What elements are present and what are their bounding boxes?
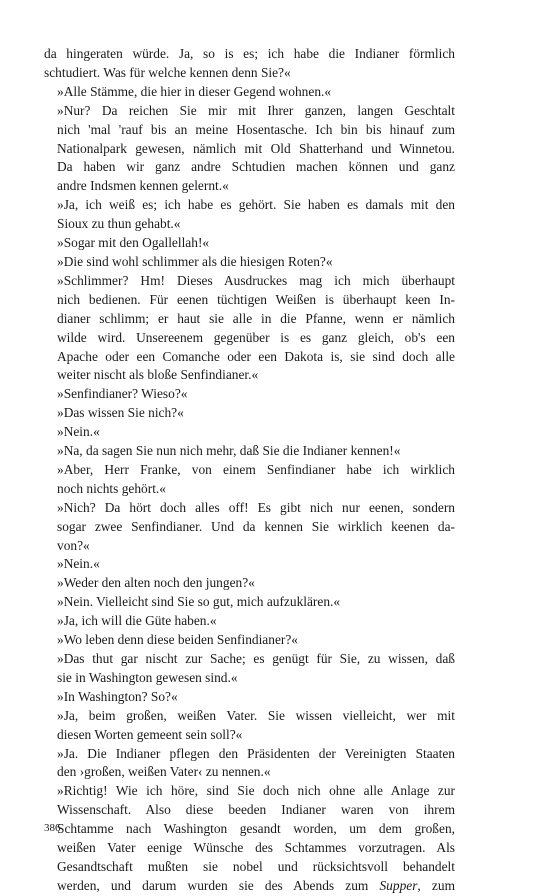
text-line: »Ja, ich weiß es; ich habe es gehört. Sie haben es damals mit den (57, 197, 455, 213)
text-line: diesen Worten gemeent sein soll?« (57, 726, 243, 742)
paragraph (44, 574, 455, 593)
text-line: »Schlimmer? Hm! Dieses Ausdruckes mag ich mich überhaupt (57, 272, 455, 288)
paragraph (44, 102, 455, 197)
paragraph (44, 442, 455, 461)
text-line: von?« (57, 537, 90, 553)
paragraph (44, 461, 455, 499)
text-line: Wissenschaft. Also diese beeden Indianer waren von ihrem (57, 802, 455, 818)
paragraph (44, 593, 455, 612)
text-line: »Wo leben denn diese beiden Senfindianer?« (57, 632, 298, 648)
text-line: den ›großen, weißen Vater‹ zu nennen.« (57, 764, 271, 780)
text-line: »Aber, Herr Franke, von einem Senfindianer habe ich wirklich (57, 461, 455, 477)
text-line: »Ja, ich will die Güte haben.« (57, 613, 217, 629)
paragraph (44, 272, 455, 385)
text-line: wilde wird. Unsereenem gegenüber is es ganz gleich, ob's een (57, 329, 455, 345)
text-line: Schtamme nach Washington gesandt worden, um dem großen, (57, 821, 455, 837)
text-line: noch nichts gehört.« (57, 480, 166, 496)
text-line: »Alle Stämme, die hier in dieser Gegend wohnen.« (57, 83, 332, 99)
text-line: »Ja, beim großen, weißen Vater. Sie wissen vielleicht, wer mit (57, 707, 455, 723)
book-page (44, 45, 455, 896)
text-line: Da haben wir ganz andre Schtudien machen können und ganz (57, 159, 455, 175)
text-line: »Nur? Da reichen Sie mir mit Ihrer ganzen, langen Geschtalt (57, 102, 455, 118)
paragraph (44, 423, 455, 442)
text-line: »Nein.« (57, 556, 100, 572)
paragraph (44, 612, 455, 631)
text-line: »Richtig! Wie ich höre, sind Sie doch nich ohne alle Anlage zur (57, 783, 455, 799)
text-line: »Na, da sagen Sie nun nich mehr, daß Sie die Indianer kennen!« (57, 443, 401, 459)
text-line: »Das thut gar nischt zur Sache; es genügt für Sie, zu wissen, daß (57, 651, 455, 666)
paragraph (44, 650, 455, 688)
text-line: andre Indsmen kennen gelernt.« (57, 178, 229, 194)
text-line: »Ja. Die Indianer pflegen den Präsidenten der Vereinigten Staaten (57, 745, 455, 761)
text-line: dianer schlimm; er haut sie alle in die Pfanne, wenn er nämlich (57, 310, 455, 326)
text-line: schtudiert. Was für welche kennen denn Sie?« (44, 64, 291, 80)
text-line: da hingeraten würde. Ja, so is es; ich habe die Indianer förmlich (44, 46, 455, 61)
text-line: »Das wissen Sie nich?« (57, 405, 184, 421)
paragraph (44, 631, 455, 650)
text-line: nich bedienen. Für eenen tüchtigen Weißen is überhaupt keen In- (57, 291, 455, 307)
paragraph (44, 385, 455, 404)
text-line: Apache oder een Comanche oder een Dakota is, sie sind doch alle (57, 348, 455, 364)
text-line: »Weder den alten noch den jungen?« (57, 575, 255, 591)
paragraph (44, 707, 455, 745)
page-number: 386 (44, 822, 61, 834)
paragraph (44, 688, 455, 707)
text-line: »Sogar mit den Ogallellah!« (57, 235, 210, 251)
paragraph (44, 253, 455, 272)
text-line: nich 'mal 'rauf bis an meine Hosentasche. Ich bin bis hinauf zum (57, 121, 455, 137)
text-line: »Senfindianer? Wieso?« (57, 386, 188, 402)
text-line: weißen Vater eenige Wünsche des Schtammes vorzutragen. Als (57, 840, 455, 856)
text-line: »Die sind wohl schlimmer als die hiesigen Roten?« (57, 253, 333, 269)
paragraph (44, 83, 455, 102)
text-line: weiter nischt als bloße Senfindianer.« (57, 367, 259, 383)
paragraph (44, 404, 455, 423)
text-line: »Nein. Vielleicht sind Sie so gut, mich aufzuklären.« (57, 594, 341, 610)
paragraph (44, 555, 455, 574)
text-line: sie in Washington gewesen sind.« (57, 669, 238, 685)
text-line: Gesandtschaft mußten sie nobel und rücksichtsvoll behandelt (57, 858, 455, 874)
text-line: sogar zwee Senfindianer. Und da kennen Sie wirklich keenen da- (57, 518, 455, 534)
paragraph (44, 499, 455, 556)
text-fragment: werden, und darum wurden sie des Abends zum (57, 877, 380, 893)
italic-word: Supper (379, 877, 418, 893)
text-line: Sioux zu thun gehabt.« (57, 216, 181, 232)
text-line: »Nein.« (57, 424, 100, 440)
paragraph (44, 45, 455, 83)
text-line: Nationalpark gewesen, nämlich mit Old Shatterhand und Winnetou. (57, 140, 455, 156)
paragraph (44, 196, 455, 234)
text-fragment: , zum (417, 877, 455, 893)
paragraph (44, 745, 455, 783)
paragraph (44, 782, 455, 895)
text-line: »In Washington? So?« (57, 688, 178, 704)
paragraph (44, 234, 455, 253)
text-line: »Nich? Da hört doch alles off! Es gibt nich nur eenen, sondern (57, 499, 455, 515)
